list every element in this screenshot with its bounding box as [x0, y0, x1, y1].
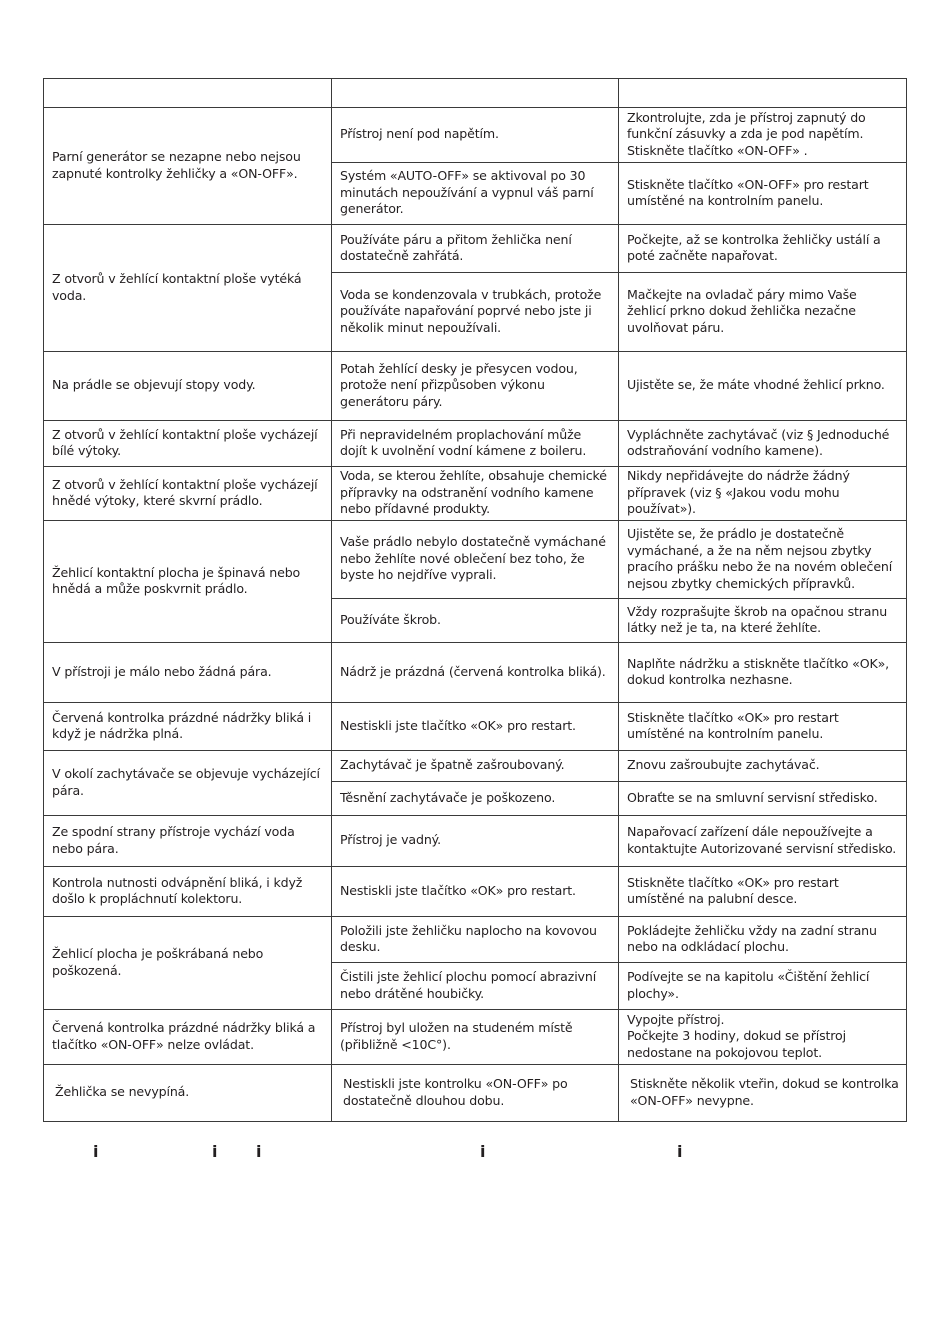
table-row [44, 703, 907, 751]
table-row [44, 816, 907, 867]
cause-cell: Těsnění zachytávače je poškozeno. [332, 782, 619, 816]
cause-cell: Přístroj je vadný. [332, 816, 619, 867]
cause-cell: Přístroj není pod napětím. [332, 108, 619, 163]
table-row [44, 108, 907, 163]
table-row [44, 917, 907, 963]
footer-glyph: i [212, 1142, 218, 1161]
footer-glyph: i [93, 1142, 99, 1161]
solution-cell: Vždy rozprašujte škrob na opačnou stranu látky než je ta, na které žehlíte. [619, 599, 907, 643]
table-row [44, 421, 907, 467]
table-row [44, 225, 907, 273]
problem-cell: V přístroji je málo nebo žádná pára. [44, 643, 332, 703]
solution-cell: Stiskněte tlačítko «OK» pro restart umístěné na kontrolním panelu. [619, 703, 907, 751]
cause-cell: Vaše prádlo nebylo dostatečně vymáchané nebo žehlíte nové oblečení bez toho, že byste ho nejdříve vyprali. [332, 521, 619, 599]
problem-cell: Žehlicí kontaktní plocha je špinavá nebo hnědá a může poskvrnit prádlo. [44, 521, 332, 643]
troubleshooting-table [43, 78, 907, 1122]
header-cell-problem [44, 79, 332, 108]
table-header-row [44, 79, 907, 108]
header-cell-cause [332, 79, 619, 108]
table-row [44, 1065, 907, 1122]
cause-cell: Systém «AUTO-OFF» se aktivoval po 30 minutách nepoužívání a vypnul váš parní generátor. [332, 163, 619, 225]
cause-cell: Potah žehlící desky je přesycen vodou, protože není přizpůsoben výkonu generátoru páry. [332, 352, 619, 421]
problem-cell: Z otvorů v žehlící kontaktní ploše vytéká voda. [44, 225, 332, 352]
solution-cell: Ujistěte se, že prádlo je dostatečně vymáchané, a že na něm nejsou zbytky pracího prášku nebo že na novém oblečení nejsou zbytky chemických přípravků. [619, 521, 907, 599]
problem-cell: Žehlička se nevypíná. [44, 1065, 332, 1122]
footer-glyph: i [480, 1142, 486, 1161]
solution-cell: Ujistěte se, že máte vhodné žehlicí prkno. [619, 352, 907, 421]
troubleshooting-table-body [44, 79, 907, 1122]
table-row [44, 643, 907, 703]
cause-cell: Nestiskli jste tlačítko «OK» pro restart. [332, 703, 619, 751]
solution-cell: Naplňte nádržku a stiskněte tlačítko «OK», dokud kontrolka nezhasne. [619, 643, 907, 703]
solution-cell: Nikdy nepřidávejte do nádrže žádný přípravek (viz § «Jakou vodu mohu používat»). [619, 467, 907, 521]
footer-glyph: i [677, 1142, 683, 1161]
problem-cell: Na prádle se objevují stopy vody. [44, 352, 332, 421]
problem-cell: Červená kontrolka prázdné nádržky bliká a tlačítko «ON-OFF» nelze ovládat. [44, 1010, 332, 1065]
solution-cell: Počkejte, až se kontrolka žehličky ustálí a poté začněte napařovat. [619, 225, 907, 273]
solution-cell: Vypláchněte zachytávač (viz § Jednoduché odstraňování vodního kamene). [619, 421, 907, 467]
solution-cell: Obraťte se na smluvní servisní středisko. [619, 782, 907, 816]
cause-cell: Zachytávač je špatně zašroubovaný. [332, 751, 619, 782]
problem-cell: Žehlicí plocha je poškrábaná nebo poškozená. [44, 917, 332, 1010]
solution-cell: Znovu zašroubujte zachytávač. [619, 751, 907, 782]
problem-cell: V okolí zachytávače se objevuje vycházející pára. [44, 751, 332, 816]
cause-cell: Položili jste žehličku naplocho na kovovou desku. [332, 917, 619, 963]
footer-glyph: i [256, 1142, 262, 1161]
problem-cell: Z otvorů v žehlící kontaktní ploše vycházejí hnědé výtoky, které skvrní prádlo. [44, 467, 332, 521]
solution-cell: Stiskněte tlačítko «OK» pro restart umístěné na palubní desce. [619, 867, 907, 917]
table-row [44, 1010, 907, 1065]
table-row [44, 521, 907, 599]
cause-cell: Přístroj byl uložen na studeném místě (přibližně <10C°). [332, 1010, 619, 1065]
footer-glyph-strip [0, 1142, 950, 1166]
cause-cell: Voda se kondenzovala v trubkách, protože používáte napařování poprvé nebo jste ji několik minut nepoužívali. [332, 273, 619, 352]
cause-cell: Nestiskli jste tlačítko «OK» pro restart. [332, 867, 619, 917]
problem-cell: Ze spodní strany přístroje vychází voda nebo pára. [44, 816, 332, 867]
cause-cell: Používáte škrob. [332, 599, 619, 643]
problem-cell: Parní generátor se nezapne nebo nejsou zapnuté kontrolky žehličky a «ON-OFF». [44, 108, 332, 225]
cause-cell: Při nepravidelném proplachování může dojít k uvolnění vodní kámene z boileru. [332, 421, 619, 467]
cause-cell: Nestiskli jste kontrolku «ON-OFF» po dostatečně dlouhou dobu. [332, 1065, 619, 1122]
cause-cell: Čistili jste žehlicí plochu pomocí abrazivní nebo drátěné houbičky. [332, 963, 619, 1010]
header-cell-solution [619, 79, 907, 108]
cause-cell: Nádrž je prázdná (červená kontrolka bliká). [332, 643, 619, 703]
solution-cell: Napařovací zařízení dále nepoužívejte a kontaktujte Autorizované servisní středisko. [619, 816, 907, 867]
cause-cell: Voda, se kterou žehlíte, obsahuje chemické přípravky na odstranění vodního kamene nebo přídavné produkty. [332, 467, 619, 521]
solution-cell: Zkontrolujte, zda je přístroj zapnutý do funkční zásuvky a zda je pod napětím. Stiskněte tlačítko «ON-OFF» . [619, 108, 907, 163]
table-row [44, 867, 907, 917]
table-row [44, 467, 907, 521]
solution-cell: Stiskněte tlačítko «ON-OFF» pro restart umístěné na kontrolním panelu. [619, 163, 907, 225]
table-row [44, 352, 907, 421]
solution-cell: Podívejte se na kapitolu «Čištění žehlicí plochy». [619, 963, 907, 1010]
solution-cell: Mačkejte na ovladač páry mimo Vaše žehlicí prkno dokud žehlička nezačne uvolňovat páru. [619, 273, 907, 352]
cause-cell: Používáte páru a přitom žehlička není dostatečně zahřátá. [332, 225, 619, 273]
problem-cell: Kontrola nutnosti odvápnění bliká, i když došlo k propláchnutí kolektoru. [44, 867, 332, 917]
solution-cell: Vypojte přístroj. Počkejte 3 hodiny, dokud se přístroj nedostane na pokojovou teplot. [619, 1010, 907, 1065]
problem-cell: Z otvorů v žehlící kontaktní ploše vycházejí bílé výtoky. [44, 421, 332, 467]
problem-cell: Červená kontrolka prázdné nádržky bliká i když je nádržka plná. [44, 703, 332, 751]
solution-cell: Stiskněte několik vteřin, dokud se kontrolka «ON-OFF» nevypne. [619, 1065, 907, 1122]
table-row [44, 751, 907, 782]
solution-cell: Pokládejte žehličku vždy na zadní stranu nebo na odkládací plochu. [619, 917, 907, 963]
